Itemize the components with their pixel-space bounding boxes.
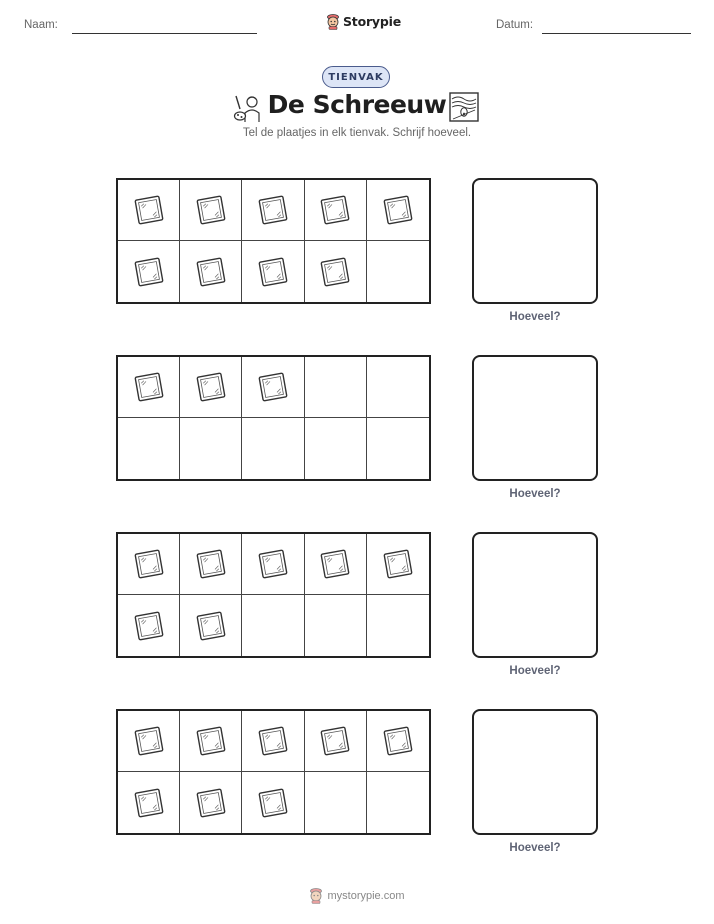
ten-frame-cell [367, 241, 429, 302]
framed-painting-icon [130, 253, 168, 291]
framed-painting-icon [379, 191, 417, 229]
ten-frame-cell [180, 357, 242, 418]
framed-painting-icon [316, 545, 354, 583]
ten-frame-cell [118, 534, 180, 595]
ten-frame [116, 532, 431, 658]
ten-frame-cell [180, 711, 242, 772]
framed-painting-icon [130, 784, 168, 822]
ten-frame-cell [242, 357, 304, 418]
ten-frame [116, 709, 431, 835]
footer-url: mystorypie.com [327, 889, 405, 902]
framed-painting-icon [130, 368, 168, 406]
ten-frame-cell [118, 772, 180, 833]
ten-frame-cell [118, 241, 180, 302]
ten-frame-cell [305, 418, 367, 479]
framed-painting-icon [192, 545, 230, 583]
ten-frame-cell [305, 180, 367, 241]
framed-painting-icon [192, 722, 230, 760]
storypie-mascot-icon [326, 13, 340, 30]
date-label: Datum: [496, 19, 534, 31]
ten-frame-cell [180, 595, 242, 656]
framed-painting-icon [192, 784, 230, 822]
brand-name: Storypie [343, 14, 401, 29]
ten-frame-cell [180, 418, 242, 479]
ten-frame-cell [118, 595, 180, 656]
ten-frame-cell [242, 772, 304, 833]
storypie-mascot-icon [309, 887, 323, 904]
framed-painting-icon [254, 253, 292, 291]
framed-painting-icon [192, 253, 230, 291]
framed-painting-icon [379, 722, 417, 760]
ten-frame-cell [367, 711, 429, 772]
framed-painting-icon [316, 253, 354, 291]
framed-painting-icon [192, 191, 230, 229]
ten-frame-cell [367, 772, 429, 833]
ten-frame-cell [242, 180, 304, 241]
ten-frame-cell [367, 180, 429, 241]
framed-painting-icon [254, 545, 292, 583]
answer-prompt: Hoeveel? [509, 842, 561, 854]
date-write-line [542, 33, 691, 34]
framed-painting-icon [130, 607, 168, 645]
ten-frame-cell [305, 772, 367, 833]
ten-frame-cell [180, 241, 242, 302]
ten-frame-cell [242, 595, 304, 656]
framed-painting-icon [192, 368, 230, 406]
name-label: Naam: [24, 19, 58, 31]
framed-painting-icon [316, 191, 354, 229]
ten-frame-cell [305, 357, 367, 418]
framed-painting-icon [130, 722, 168, 760]
ten-frame-cell [242, 711, 304, 772]
answer-box[interactable] [472, 709, 598, 835]
answer-box[interactable] [472, 355, 598, 481]
ten-frame-cell [242, 534, 304, 595]
ten-frame-cell [242, 241, 304, 302]
scream-painting-icon [449, 92, 479, 122]
answer-prompt: Hoeveel? [509, 488, 561, 500]
answer-prompt: Hoeveel? [509, 311, 561, 323]
ten-frame-cell [118, 418, 180, 479]
framed-painting-icon [254, 784, 292, 822]
framed-painting-icon [130, 191, 168, 229]
ten-frame [116, 355, 431, 481]
ten-frame-cell [180, 180, 242, 241]
framed-painting-icon [192, 607, 230, 645]
framed-painting-icon [254, 722, 292, 760]
ten-frame-cell [367, 418, 429, 479]
ten-frame-cell [367, 357, 429, 418]
page-title: De Schreeuw [267, 90, 447, 119]
footer [0, 887, 714, 904]
ten-frame [116, 178, 431, 304]
answer-box[interactable] [472, 532, 598, 658]
framed-painting-icon [254, 191, 292, 229]
brand-logo [326, 13, 401, 30]
ten-frame-cell [118, 357, 180, 418]
framed-painting-icon [130, 545, 168, 583]
framed-painting-icon [316, 722, 354, 760]
framed-painting-icon [379, 545, 417, 583]
ten-frame-cell [305, 595, 367, 656]
ten-frame-cell [305, 534, 367, 595]
ten-frame-cell [305, 241, 367, 302]
framed-painting-icon [254, 368, 292, 406]
ten-frame-cell [242, 418, 304, 479]
ten-frame-cell [180, 534, 242, 595]
ten-frame-cell [180, 772, 242, 833]
ten-frame-cell [118, 180, 180, 241]
ten-frame-cell [118, 711, 180, 772]
worksheet-type-badge: TIENVAK [322, 66, 390, 88]
name-write-line [72, 33, 257, 34]
answer-box[interactable] [472, 178, 598, 304]
ten-frame-cell [305, 711, 367, 772]
instruction-text: Tel de plaatjes in elk tienvak. Schrijf hoeveel. [242, 127, 472, 139]
ten-frame-cell [367, 534, 429, 595]
answer-prompt: Hoeveel? [509, 665, 561, 677]
ten-frame-cell [367, 595, 429, 656]
